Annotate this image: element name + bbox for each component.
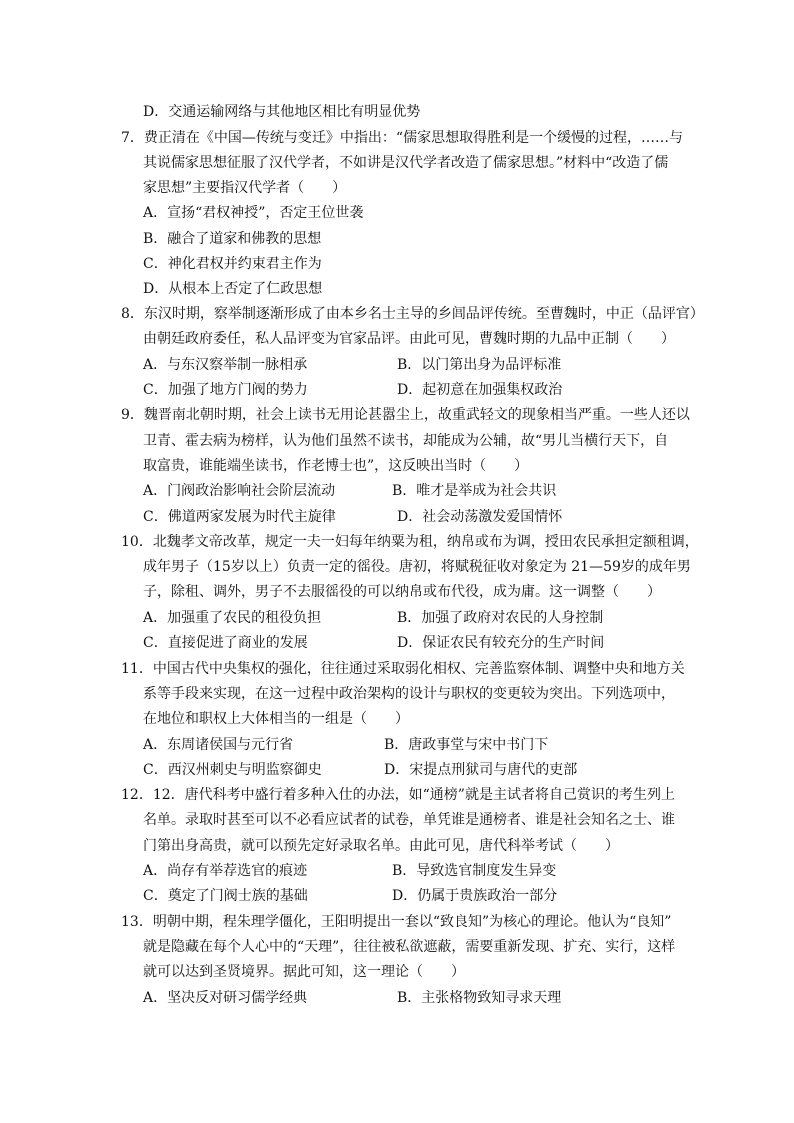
q12-stem-line-3: 门第出身高贵，就可以预先定好录取名单。由此可见，唐代科举考试（ ） <box>143 838 619 854</box>
q11-stem-line-1: 11．中国古代中央集权的强化，往往通过采取弱化相权、完善监察体制、调整中央和地方关 <box>121 661 685 677</box>
q12-stem-line-1: 12．12．唐代科考中盛行着多种入仕的办法，如“通榜”就是主试者将自己赏识的考生列上 <box>121 787 675 803</box>
q11-option-d: D．宋提点刑狱司与唐代的吏部 <box>384 762 578 778</box>
q8-stem-line-2: 由朝廷政府委任，私人品评变为官家品评。由此可见，曹魏时期的九品中正制（ ） <box>143 331 675 347</box>
q10-option-c: C．直接促进了商业的发展 <box>143 635 308 651</box>
q13-stem-line-2: 就是隐藏在每个人心中的“天理”，往往被私欲遮蔽，需要重新发现、扩充、实行，这样 <box>143 939 676 955</box>
q8-option-d: D．起初意在加强集权政治 <box>397 382 563 398</box>
q7-option-a: A．宣扬“君权神授”，否定王位世袭 <box>143 205 364 221</box>
q10-stem-line-1: 10．北魏孝文帝改革，规定一夫一妇每年纳粟为租，纳帛或布为调，授田农民承担定额租调， <box>121 534 699 550</box>
q11-option-a: A．东周诸侯国与元行省 <box>143 737 294 753</box>
q10-option-d: D．保证农民有较充分的生产时间 <box>397 635 605 651</box>
q11-option-b: B．唐政事堂与宋中书门下 <box>384 737 549 753</box>
q8-stem-line-1: 8．东汉时期，察举制逐渐形成了由本乡名士主导的乡闾品评传统。至曹魏时，中正（品评官） <box>121 306 704 322</box>
q8-option-a: A．与东汉察举制一脉相承 <box>143 357 308 373</box>
q9-stem-line-1: 9．魏晋南北朝时期，社会上读书无用论甚嚣尘上，故重武轻文的现象相当严重。一些人还以 <box>121 407 690 423</box>
q9-option-a: A．门阀政治影响社会阶层流动 <box>143 483 336 499</box>
q9-option-b: B．唯才是举成为社会共识 <box>392 483 557 499</box>
q12-option-c: C．奠定了门阀士族的基础 <box>143 888 308 904</box>
q7-stem-line-1: 7．费正清在《中国—传统与变迁》中指出：“儒家思想取得胜利是一个缓慢的过程，……与 <box>121 130 684 146</box>
q9-option-d: D．社会动荡激发爱国情怀 <box>397 509 563 525</box>
q9-stem-line-2: 卫青、霍去病为榜样，认为他们虽然不读书，却能成为公辅，故“男儿当横行天下，自 <box>143 433 669 449</box>
q11-option-c: C．西汉州刺史与明监察御史 <box>143 762 322 778</box>
q13-option-a: A．坚决反对研习儒学经典 <box>143 990 308 1006</box>
q12-option-b: B．导致选官制度发生异变 <box>392 863 557 879</box>
q6-option-d: D．交通运输网络与其他地区相比有明显优势 <box>143 104 421 120</box>
q7-option-d: D．从根本上否定了仁政思想 <box>143 281 323 297</box>
q10-stem-line-2: 成年男子（15岁以上）负责一定的徭役。唐初，将赋税征收对象定为 21—59岁的成年男 <box>143 559 691 575</box>
q7-stem-line-2: 其说儒家思想征服了汉代学者，不如讲是汉代学者改造了儒家思想。”材料中“改造了儒 <box>143 155 669 171</box>
q10-option-b: B．加强了政府对农民的人身控制 <box>397 610 604 626</box>
q7-option-b: B．融合了道家和佛教的思想 <box>143 231 322 247</box>
q13-stem-line-1: 13．明朝中期，程朱理学僵化，王阳明提出一套以“致良知”为核心的理论。他认为“良知” <box>121 914 672 930</box>
q13-stem-line-3: 就可以达到圣贤境界。据此可知，这一理论（ ） <box>143 964 465 980</box>
q10-option-a: A．加强重了农民的租役负担 <box>143 610 322 626</box>
q11-stem-line-2: 系等手段来实现，在这一过程中政治架构的设计与职权的变更较为突出。下列选项中， <box>143 686 675 702</box>
q12-option-d: D．仍属于贵族政治一部分 <box>392 888 558 904</box>
q12-option-a: A．尚存有举荐选官的痕迹 <box>143 863 308 879</box>
q13-option-b: B．主张格物致知寻求天理 <box>397 990 562 1006</box>
q8-option-b: B．以门第出身为品评标准 <box>397 357 562 373</box>
q8-option-c: C．加强了地方门阀的势力 <box>143 382 308 398</box>
q11-stem-line-3: 在地位和职权上大体相当的一组是（ ） <box>143 711 409 727</box>
q9-stem-line-3: 取富贵，谁能端坐读书，作老博士也”，这反映出当时（ ） <box>143 458 529 474</box>
q7-stem-line-3: 家思想”主要指汉代学者（ ） <box>143 180 347 196</box>
q10-stem-line-3: 子，除租、调外，男子不去服徭役的可以纳帛或布代役，成为庸。这一调整（ ） <box>143 584 661 600</box>
q12-stem-line-2: 名单。录取时甚至可以不必看应试者的试卷，单凭谁是通榜者、谁是社会知名之士、谁 <box>143 812 675 828</box>
q9-option-c: C．佛道两家发展为时代主旋律 <box>143 509 336 525</box>
q7-option-c: C．神化君权并约束君主作为 <box>143 256 322 272</box>
